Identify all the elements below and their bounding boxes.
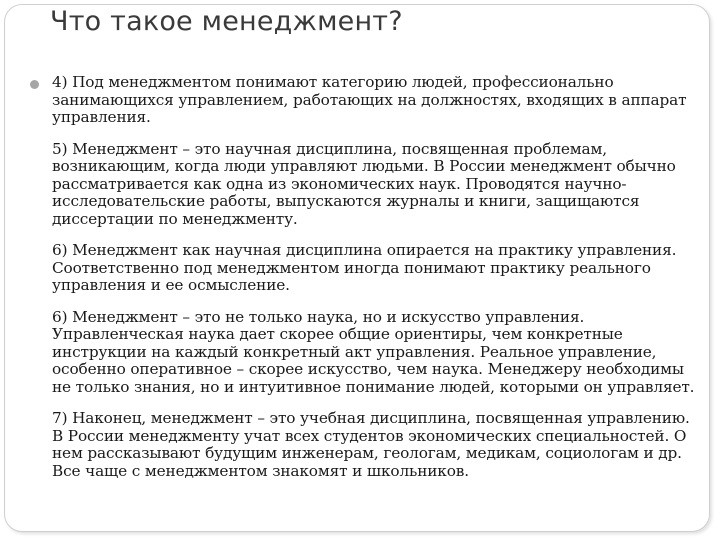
paragraph-6-practice: 6) Менеджмент как научная дисциплина опирается на практику управления. Соответственно под менеджментом иногда понимают практику реального управления и ее осмысление. (52, 241, 677, 294)
paragraph-7-education: 7) Наконец, менеджмент – это учебная дисциплина, посвященная управлению. В России менеджменту учат всех студентов экономических специальностей. О нем рассказывают будущим инженерам, геологам, медикам, социологам и др. Все чаще с менеджментом знакомят и школьников. (52, 409, 690, 480)
paragraph-4-people: 4) Под менеджментом понимают категорию людей, профессионально занимающихся управлением, работающих на должностях, входящих в аппарат управления. (52, 73, 687, 126)
paragraph-5-science: 5) Менеджмент – это научная дисциплина, посвященная проблемам, возникающим, когда люди управляют людьми. В России менеджмент обычно рассматривается как одна из экономических наук. Проводятся научно-исследовательские работы, выпускаются журналы и книги, защищаются диссертации по менеджменту. (52, 139, 676, 228)
slide-body (52, 74, 700, 494)
slide-title: Что такое менеджмент? (50, 6, 403, 37)
bullet-dot-icon (30, 80, 39, 89)
paragraph-6-art: 6) Менеджмент – это не только наука, но и искусство управления. Управленческая наука дает скорее общие ориентиры, чем конкретные инструкции на каждый конкретный акт управления. Реальное управление, особенно оперативное – скорее искусство, чем наука. Менеджеру необходимы не только знания, но и интуитивное понимание людей, которыми он управляет. (52, 307, 695, 396)
